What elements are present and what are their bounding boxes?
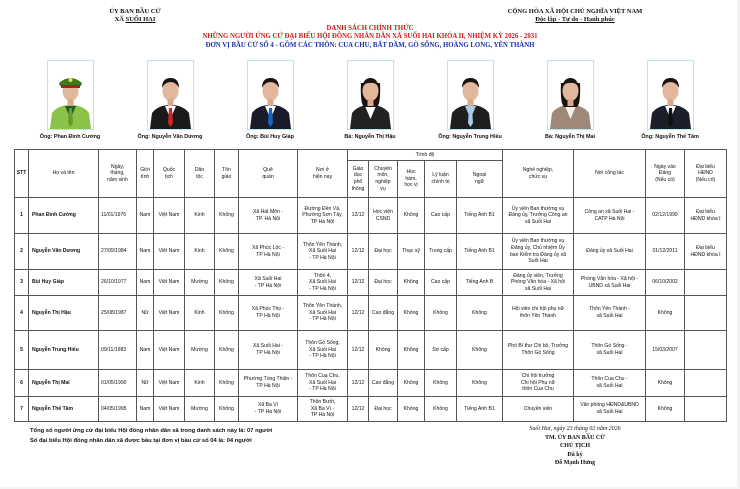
cell-dob: 11/01/1976 <box>99 198 137 234</box>
header-delegate: Đại biểu HĐND (Nếu có) <box>685 150 727 198</box>
cell-religion: Không <box>215 331 239 370</box>
cell-specialty: Không <box>369 331 398 370</box>
table-row <box>15 296 727 331</box>
cell-workplace: Văn phòng HĐND&UBND xã Suối Hai <box>574 397 646 422</box>
cell-stt: 6 <box>15 370 29 397</box>
candidate-photo-card <box>220 60 320 140</box>
cell-occupation: Hội viên chi hội phụ nữ thôn Yên Thành <box>503 296 574 331</box>
header-residence: Nơi ở hiện nay <box>298 150 348 198</box>
authority-line2: XÃ SUỐI HAI <box>114 16 156 23</box>
cell-occupation: Đảng ủy viên, Trưởng Phòng Văn hóa - Xã hội xã Suối Hai <box>503 270 574 296</box>
table-row <box>15 370 727 397</box>
cell-degree: Không <box>398 270 425 296</box>
cell-ethnicity: Kinh <box>185 296 215 331</box>
cell-ethnicity: Mường <box>185 397 215 422</box>
cell-residence: Thôn Yên Thành, Xã Suối Hai - TP Hà Nội <box>298 234 348 270</box>
portrait-photo <box>347 60 394 130</box>
cell-specialty: Đại học <box>369 270 398 296</box>
cell-delegate <box>685 331 727 370</box>
cell-party-date: 06/10/2002 <box>646 270 685 296</box>
person-portrait-icon <box>148 61 193 129</box>
person-portrait-icon <box>448 61 493 129</box>
cell-language: Không <box>457 370 503 397</box>
document-title <box>150 25 590 50</box>
cell-dob: 27/09/1984 <box>99 234 137 270</box>
cell-degree: Thạc sỹ <box>398 234 425 270</box>
cell-residence: Thôn Bưởi, Xã Ba Vì - TP Hà Nội <box>298 397 348 422</box>
cell-stt: 1 <box>15 198 29 234</box>
cell-name: Nguyễn Văn Dương <box>29 234 99 270</box>
cell-dob: 09/11/1983 <box>99 331 137 370</box>
header-hometown: Quê quán <box>239 150 298 198</box>
cell-delegate: Đại biểu HĐND khóa I <box>685 198 727 234</box>
cell-degree: Không <box>398 397 425 422</box>
cell-delegate <box>685 270 727 296</box>
header-party-date: Ngày vào Đảng (Nếu có) <box>646 150 685 198</box>
cell-workplace: Phòng Văn hóa - Xã hội - UBND xã Suối Hai <box>574 270 646 296</box>
cell-politics: Không <box>425 296 457 331</box>
cell-gender: Nam <box>137 331 154 370</box>
cell-language: Không <box>457 331 503 370</box>
cell-party-date: Không <box>646 370 685 397</box>
cell-dob: 04/05/1995 <box>99 397 137 422</box>
cell-gender: Nữ <box>137 296 154 331</box>
cell-hometown: Xã Ba Vì - TP Hà Nội <box>239 397 298 422</box>
candidate-photo-card <box>120 60 220 140</box>
cell-name: Nguyễn Thị Mai <box>29 370 99 397</box>
person-portrait-icon <box>48 61 93 129</box>
cell-workplace: Thôn Yên Thành - xã Suối Hai <box>574 296 646 331</box>
national-motto: Độc lập - Tự do - Hạnh phúc <box>535 16 615 23</box>
cell-hometown: Xã Phúc Lộc - TP Hà Nội <box>239 234 298 270</box>
portrait-photo <box>447 60 494 130</box>
cell-hometown: Xã Suối Hai - TP Hà Nội <box>239 270 298 296</box>
cell-general-edu: 12/12 <box>348 397 369 422</box>
cell-stt: 5 <box>15 331 29 370</box>
cell-nationality: Việt Nam <box>154 370 185 397</box>
cell-language: Tiếng Anh B1 <box>457 198 503 234</box>
cell-occupation: Phó Bí thư Chi bộ, Trưởng Thôn Gò Sống <box>503 331 574 370</box>
authority-line1: ỦY BAN BẦU CỬ <box>109 8 161 15</box>
cell-delegate: Đại biểu HĐND khóa I <box>685 234 727 270</box>
cell-name: Nguyễn Thế Tâm <box>29 397 99 422</box>
cell-workplace: Công an xã Suối Hai - CATP Hà Nội <box>574 198 646 234</box>
table-row <box>15 198 727 234</box>
cell-nationality: Việt Nam <box>154 296 185 331</box>
cell-workplace: Thôn Gò Sống - xã Suối Hai <box>574 331 646 370</box>
cell-specialty: Học viện CSND <box>369 198 398 234</box>
cell-general-edu: 12/12 <box>348 198 369 234</box>
sign-org: TM. ỦY BAN BẦU CỬ <box>544 434 606 441</box>
cell-delegate <box>685 296 727 331</box>
cell-general-edu: 12/12 <box>348 296 369 331</box>
header-language: Ngoại ngữ <box>457 161 503 198</box>
cell-name: Bùi Huy Giáp <box>29 270 99 296</box>
cell-workplace: Thôn Cua Chu - xã Suối Hai <box>574 370 646 397</box>
cell-gender: Nữ <box>137 370 154 397</box>
cell-nationality: Việt Nam <box>154 331 185 370</box>
header-ethnicity: Dân tộc <box>185 150 215 198</box>
candidate-photo-card <box>20 60 120 140</box>
title-line2: NHỮNG NGƯỜI ỨNG CỬ ĐẠI BIỂU HỘI ĐỒNG NHÂN DÂN XÃ SUỐI HAI KHÓA II, NHIỆM KỲ 2026 - 2031 <box>202 33 538 41</box>
cell-degree: Không <box>398 331 425 370</box>
cell-politics: Cao cấp <box>425 270 457 296</box>
cell-religion: Không <box>215 296 239 331</box>
cell-dob: 26/10/1977 <box>99 270 137 296</box>
cell-degree: Không <box>398 198 425 234</box>
national-header <box>480 8 670 24</box>
summary-total-candidates: Tổng số người ứng cử đại biểu Hội đồng nhân dân xã trong danh sách này là: 07 người <box>30 428 273 434</box>
table-row <box>15 270 727 296</box>
cell-nationality: Việt Nam <box>154 397 185 422</box>
cell-language: Tiếng Anh B1 <box>457 234 503 270</box>
cell-hometown: Phường Tùng Thiện - TP Hà Nội <box>239 370 298 397</box>
title-line3: ĐƠN VỊ BẦU CỬ SỐ 4 - GỒM CÁC THÔN: CUA CHU, BẤT DẦM, GÒ SỐNG, HOÀNG LONG, YÊN THÀNH <box>205 41 535 49</box>
photo-caption: Bà: Nguyễn Thị Mai <box>544 134 596 140</box>
cell-delegate <box>685 397 727 422</box>
cell-stt: 4 <box>15 296 29 331</box>
cell-ethnicity: Mường <box>185 331 215 370</box>
cell-name: Phan Đình Cường <box>29 198 99 234</box>
cell-specialty: Cao đẳng <box>369 296 398 331</box>
cell-religion: Không <box>215 234 239 270</box>
portrait-photo <box>547 60 594 130</box>
cell-gender: Nam <box>137 397 154 422</box>
photo-caption: Ông: Nguyễn Thế Tâm <box>641 134 699 140</box>
cell-dob: 25/08/1987 <box>99 296 137 331</box>
country-name: CỘNG HÒA XÃ HỘI CHỦ NGHĨA VIỆT NAM <box>507 8 643 15</box>
cell-religion: Không <box>215 198 239 234</box>
sign-role: CHỦ TỊCH <box>559 443 591 449</box>
photo-caption: Ông: Nguyễn Văn Dương <box>137 134 203 140</box>
portrait-photo <box>147 60 194 130</box>
header-politics: Lý luận chính trị <box>425 161 457 198</box>
photo-caption: Bà: Nguyễn Thị Hậu <box>344 134 396 140</box>
sign-status: Đã ký <box>567 451 583 458</box>
photo-caption: Ông: Phan Đình Cường <box>39 134 101 140</box>
table-row <box>15 397 727 422</box>
cell-occupation: Chuyên viên <box>503 397 574 422</box>
header-degree: Học hàm, học vị <box>398 161 425 198</box>
summary-seats: Số đại biểu Hội đồng nhân dân xã được bầu tại đơn vị bầu cử số 04 là: 04 người <box>30 438 252 444</box>
cell-general-edu: 12/12 <box>348 270 369 296</box>
candidate-table <box>14 149 727 422</box>
cell-politics: Cao cấp <box>425 198 457 234</box>
header-specialty: Chuyên môn, nghiệp vụ <box>369 161 398 198</box>
header-workplace: Nơi công tác <box>574 150 646 198</box>
cell-residence: Đường Đền Và, Phường Sơn Tây, TP Hà Nội <box>298 198 348 234</box>
cell-hometown: Xã Phúc Thọ - TP Hà Nội <box>239 296 298 331</box>
cell-degree: Không <box>398 370 425 397</box>
header-gender: Giới tính <box>137 150 154 198</box>
header-religion: Tôn giáo <box>215 150 239 198</box>
cell-ethnicity: Kinh <box>185 370 215 397</box>
header-occupation: Nghề nghiệp, chức vụ <box>503 150 574 198</box>
photo-caption: Ông: Bùi Huy Giáp <box>246 134 294 140</box>
cell-occupation: Ủy viên Ban thường vụ Đảng ủy, Chủ nhiệm Ủy ban Kiểm tra Đảng ủy xã Suối Hai <box>503 234 574 270</box>
cell-party-date: 02/12/1999 <box>646 198 685 234</box>
portrait-photo <box>647 60 694 130</box>
cell-religion: Không <box>215 270 239 296</box>
cell-language: Tiếng Anh B1 <box>457 397 503 422</box>
cell-language: Tiếng Anh B <box>457 270 503 296</box>
cell-politics: Không <box>425 397 457 422</box>
cell-specialty: Đại học <box>369 397 398 422</box>
cell-gender: Nam <box>137 270 154 296</box>
header-stt: STT <box>15 150 29 198</box>
cell-religion: Không <box>215 370 239 397</box>
person-portrait-icon <box>648 61 693 129</box>
cell-nationality: Việt Nam <box>154 270 185 296</box>
cell-residence: Thôn Gò Sống, Xã Suối Hai - TP Hà Nội <box>298 331 348 370</box>
cell-gender: Nam <box>137 198 154 234</box>
cell-stt: 3 <box>15 270 29 296</box>
cell-hometown: Xã Hát Môn - TP. Hà Nội <box>239 198 298 234</box>
signature-block <box>460 425 690 468</box>
cell-politics: Không <box>425 370 457 397</box>
header-nationality: Quốc tịch <box>154 150 185 198</box>
cell-politics: Trung cấp <box>425 234 457 270</box>
header-dob: Ngày, tháng, năm sinh <box>99 150 137 198</box>
cell-residence: Thôn Yên Thành, Xã Suối Hai - TP Hà Nội <box>298 296 348 331</box>
cell-stt: 7 <box>15 397 29 422</box>
cell-general-edu: 12/12 <box>348 234 369 270</box>
cell-language: Không <box>457 296 503 331</box>
portrait-photo <box>247 60 294 130</box>
person-portrait-icon <box>548 61 593 129</box>
cell-specialty: Đại học <box>369 234 398 270</box>
cell-ethnicity: Kinh <box>185 198 215 234</box>
summary <box>30 426 272 446</box>
sign-date: Suối Hai, ngày 23 tháng 02 năm 2026 <box>529 426 621 432</box>
cell-name: Nguyễn Thị Hậu <box>29 296 99 331</box>
cell-stt: 2 <box>15 234 29 270</box>
cell-specialty: Cao đẳng <box>369 370 398 397</box>
photo-caption: Ông: Nguyễn Trung Hiếu <box>438 134 502 140</box>
cell-name: Nguyễn Trung Hiếu <box>29 331 99 370</box>
cell-gender: Nam <box>137 234 154 270</box>
sign-name: Đỗ Mạnh Hưng <box>554 460 596 466</box>
cell-hometown: Xã Suối Hai - TP Hà Nội <box>239 331 298 370</box>
cell-residence: Thôn Cua Chu, Xã Suối Hai - TP Hà Nội <box>298 370 348 397</box>
candidate-photo-card <box>520 60 620 140</box>
cell-ethnicity: Kinh <box>185 234 215 270</box>
cell-nationality: Việt Nam <box>154 234 185 270</box>
person-portrait-icon <box>248 61 293 129</box>
table-row <box>15 331 727 370</box>
title-line1: DANH SÁCH CHÍNH THỨC <box>326 25 414 32</box>
cell-politics: Sơ cấp <box>425 331 457 370</box>
table-row <box>15 234 727 270</box>
issuing-authority <box>80 8 190 24</box>
header-name: Họ và tên <box>29 150 99 198</box>
cell-delegate <box>685 370 727 397</box>
person-portrait-icon <box>348 61 393 129</box>
cell-ethnicity: Mường <box>185 270 215 296</box>
header-general-edu: Giáo dục phổ thông <box>348 161 369 198</box>
cell-party-date: Không <box>646 397 685 422</box>
cell-party-date: Không <box>646 296 685 331</box>
header-education-group: Trình độ <box>348 150 503 161</box>
cell-general-edu: 12/12 <box>348 370 369 397</box>
portrait-photo <box>47 60 94 130</box>
cell-residence: Thôn 4, Xã Suối Hai - TP Hà Nội <box>298 270 348 296</box>
cell-occupation: Chi hội trưởng Chi hội Phụ nữ thôn Cua Chu <box>503 370 574 397</box>
candidate-photos <box>0 60 737 145</box>
cell-religion: Không <box>215 397 239 422</box>
candidate-photo-card <box>320 60 420 140</box>
cell-occupation: Ủy viên Ban thường vụ Đảng ủy, Trưởng Công an xã Suối Hai <box>503 198 574 234</box>
candidate-photo-card <box>620 60 720 140</box>
cell-degree: Không <box>398 296 425 331</box>
cell-workplace: Đảng ủy xã Suối Hai <box>574 234 646 270</box>
candidate-photo-card <box>420 60 520 140</box>
cell-party-date: 01/12/2011 <box>646 234 685 270</box>
cell-nationality: Việt Nam <box>154 198 185 234</box>
cell-party-date: 15/03/2007 <box>646 331 685 370</box>
cell-dob: 01/05/1990 <box>99 370 137 397</box>
cell-general-edu: 12/12 <box>348 331 369 370</box>
